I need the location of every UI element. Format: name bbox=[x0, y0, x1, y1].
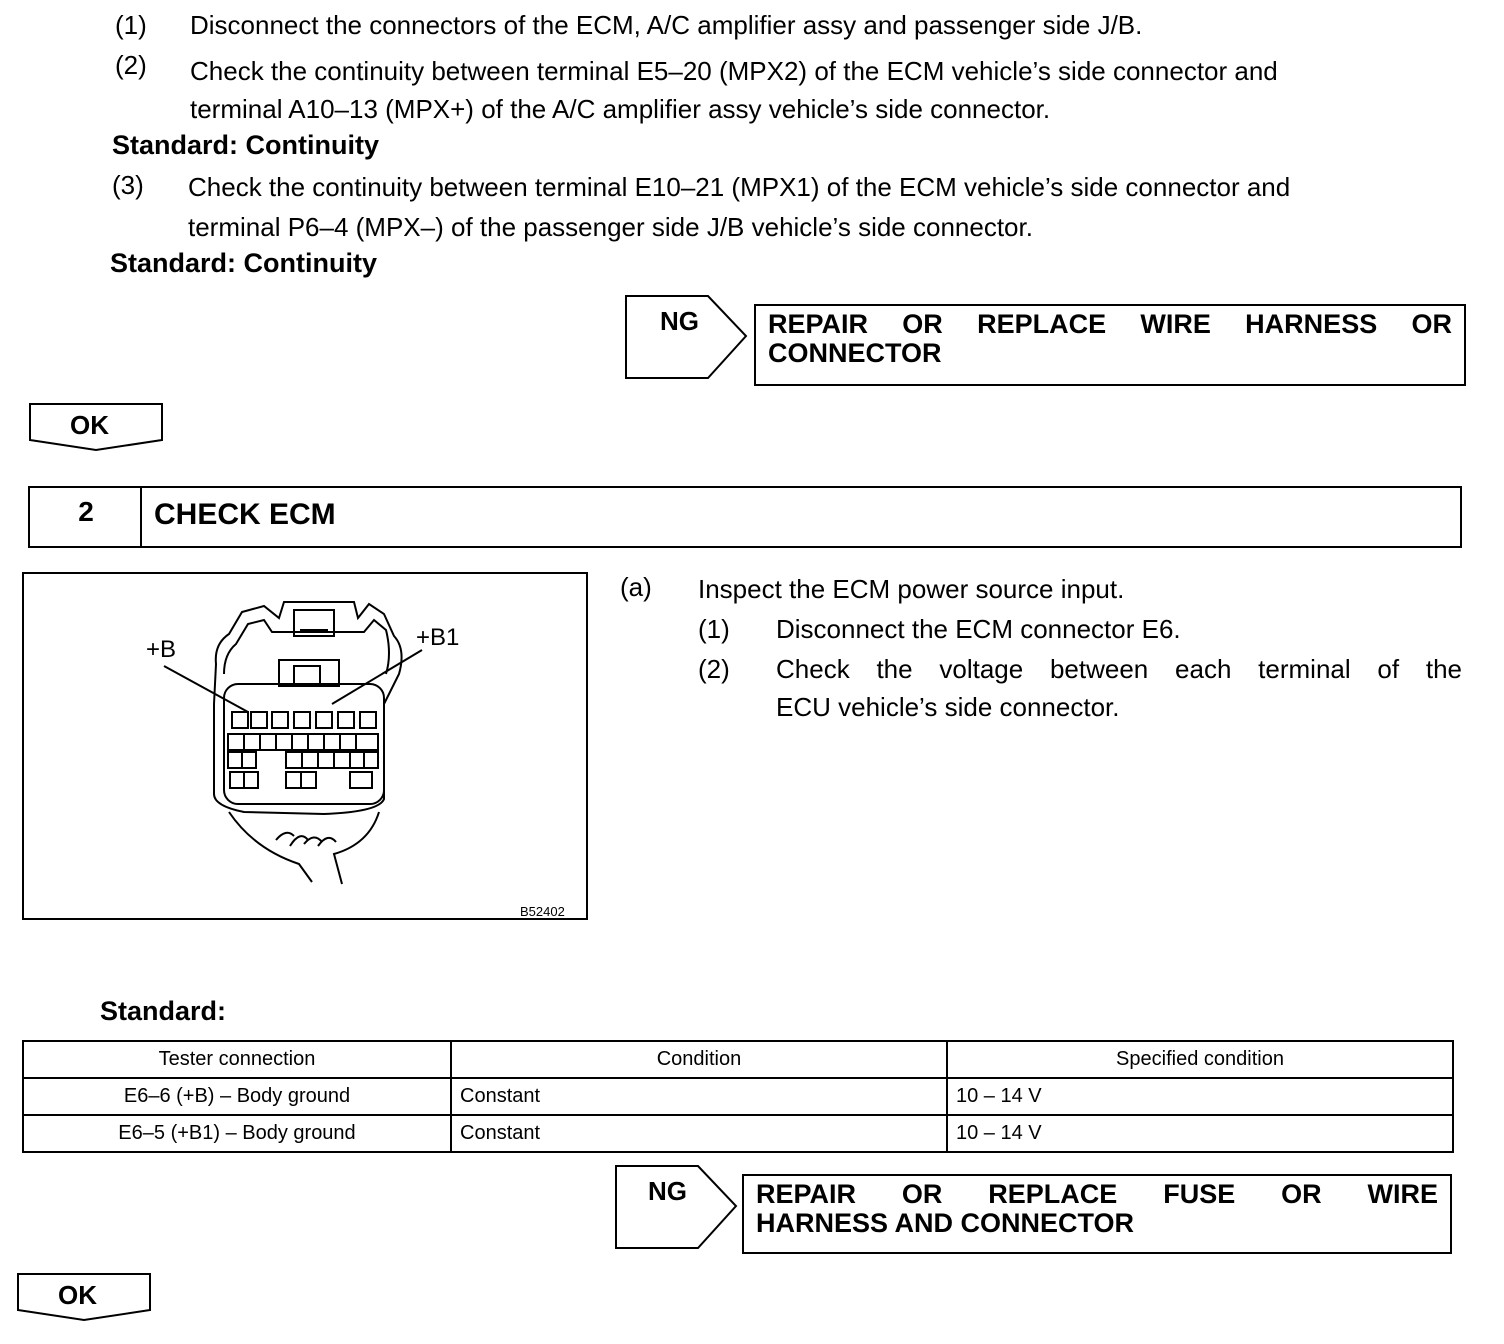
connector-figure bbox=[22, 572, 588, 920]
instruction-1-text: Disconnect the ECM connector E6. bbox=[776, 614, 1181, 644]
standard-continuity-1: Standard: Continuity bbox=[112, 130, 379, 160]
repair-result-line-1: REPAIR OR REPLACE WIRE HARNESS OR bbox=[768, 309, 1452, 339]
step-1-number: (1) bbox=[115, 10, 147, 40]
header-specified-condition: Specified condition bbox=[947, 1041, 1453, 1078]
cell-tester-connection: E6–6 (+B) – Body ground bbox=[23, 1078, 451, 1115]
figure-code: B52402 bbox=[520, 904, 565, 919]
header-tester-connection: Tester connection bbox=[23, 1041, 451, 1078]
label-plus-b: +B bbox=[146, 636, 177, 663]
instruction-a-number: (a) bbox=[620, 572, 652, 602]
ecm-connector-drawing bbox=[24, 574, 586, 918]
header-condition: Condition bbox=[451, 1041, 947, 1078]
repair-result-box-1 bbox=[754, 304, 1466, 386]
instruction-2-line-1: Check the voltage between each terminal of the bbox=[776, 654, 1462, 684]
step-2-line-1: Check the continuity between terminal E5–20 (MPX2) of the ECM vehicle’s side connector and bbox=[190, 56, 1278, 86]
cell-condition: Constant bbox=[451, 1115, 947, 1152]
repair-result-line-2: HARNESS AND CONNECTOR bbox=[756, 1208, 1135, 1238]
ok-label-1: OK bbox=[70, 410, 109, 440]
repair-result-line-2: CONNECTOR bbox=[768, 338, 942, 368]
cell-specified-condition: 10 – 14 V bbox=[947, 1078, 1453, 1115]
repair-result-line-1: REPAIR OR REPLACE FUSE OR WIRE bbox=[756, 1179, 1438, 1209]
table-row bbox=[23, 1078, 1453, 1115]
step-1-text: Disconnect the connectors of the ECM, A/C amplifier assy and passenger side J/B. bbox=[190, 10, 1143, 40]
instruction-1-number: (1) bbox=[698, 614, 730, 644]
label-plus-b1: +B1 bbox=[416, 624, 460, 651]
section-title: CHECK ECM bbox=[154, 498, 336, 531]
step-2-number: (2) bbox=[115, 50, 147, 80]
section-header bbox=[28, 486, 1462, 548]
step-3-line-2: terminal P6–4 (MPX–) of the passenger side J/B vehicle’s side connector. bbox=[188, 212, 1033, 242]
section-number: 2 bbox=[78, 496, 94, 527]
instruction-2-line-2: ECU vehicle’s side connector. bbox=[776, 692, 1120, 722]
step-3-number: (3) bbox=[112, 170, 144, 200]
cell-condition: Constant bbox=[451, 1078, 947, 1115]
step-2-line-2: terminal A10–13 (MPX+) of the A/C amplifier assy vehicle’s side connector. bbox=[190, 94, 1051, 124]
cell-tester-connection: E6–5 (+B1) – Body ground bbox=[23, 1115, 451, 1152]
ng-label-2: NG bbox=[648, 1176, 687, 1206]
step-3-line-1: Check the continuity between terminal E10–21 (MPX1) of the ECM vehicle’s side connector and bbox=[188, 172, 1291, 202]
ng-label-1: NG bbox=[660, 306, 699, 336]
table-row bbox=[23, 1115, 1453, 1152]
cell-specified-condition: 10 – 14 V bbox=[947, 1115, 1453, 1152]
standard-table bbox=[22, 1040, 1454, 1153]
instruction-2-number: (2) bbox=[698, 654, 730, 684]
repair-result-box-2 bbox=[742, 1174, 1452, 1254]
standard-label: Standard: bbox=[100, 996, 227, 1026]
instruction-a-text: Inspect the ECM power source input. bbox=[698, 574, 1125, 604]
standard-continuity-2: Standard: Continuity bbox=[110, 248, 377, 278]
ok-label-2: OK bbox=[58, 1280, 97, 1310]
table-header-row bbox=[23, 1041, 1453, 1078]
